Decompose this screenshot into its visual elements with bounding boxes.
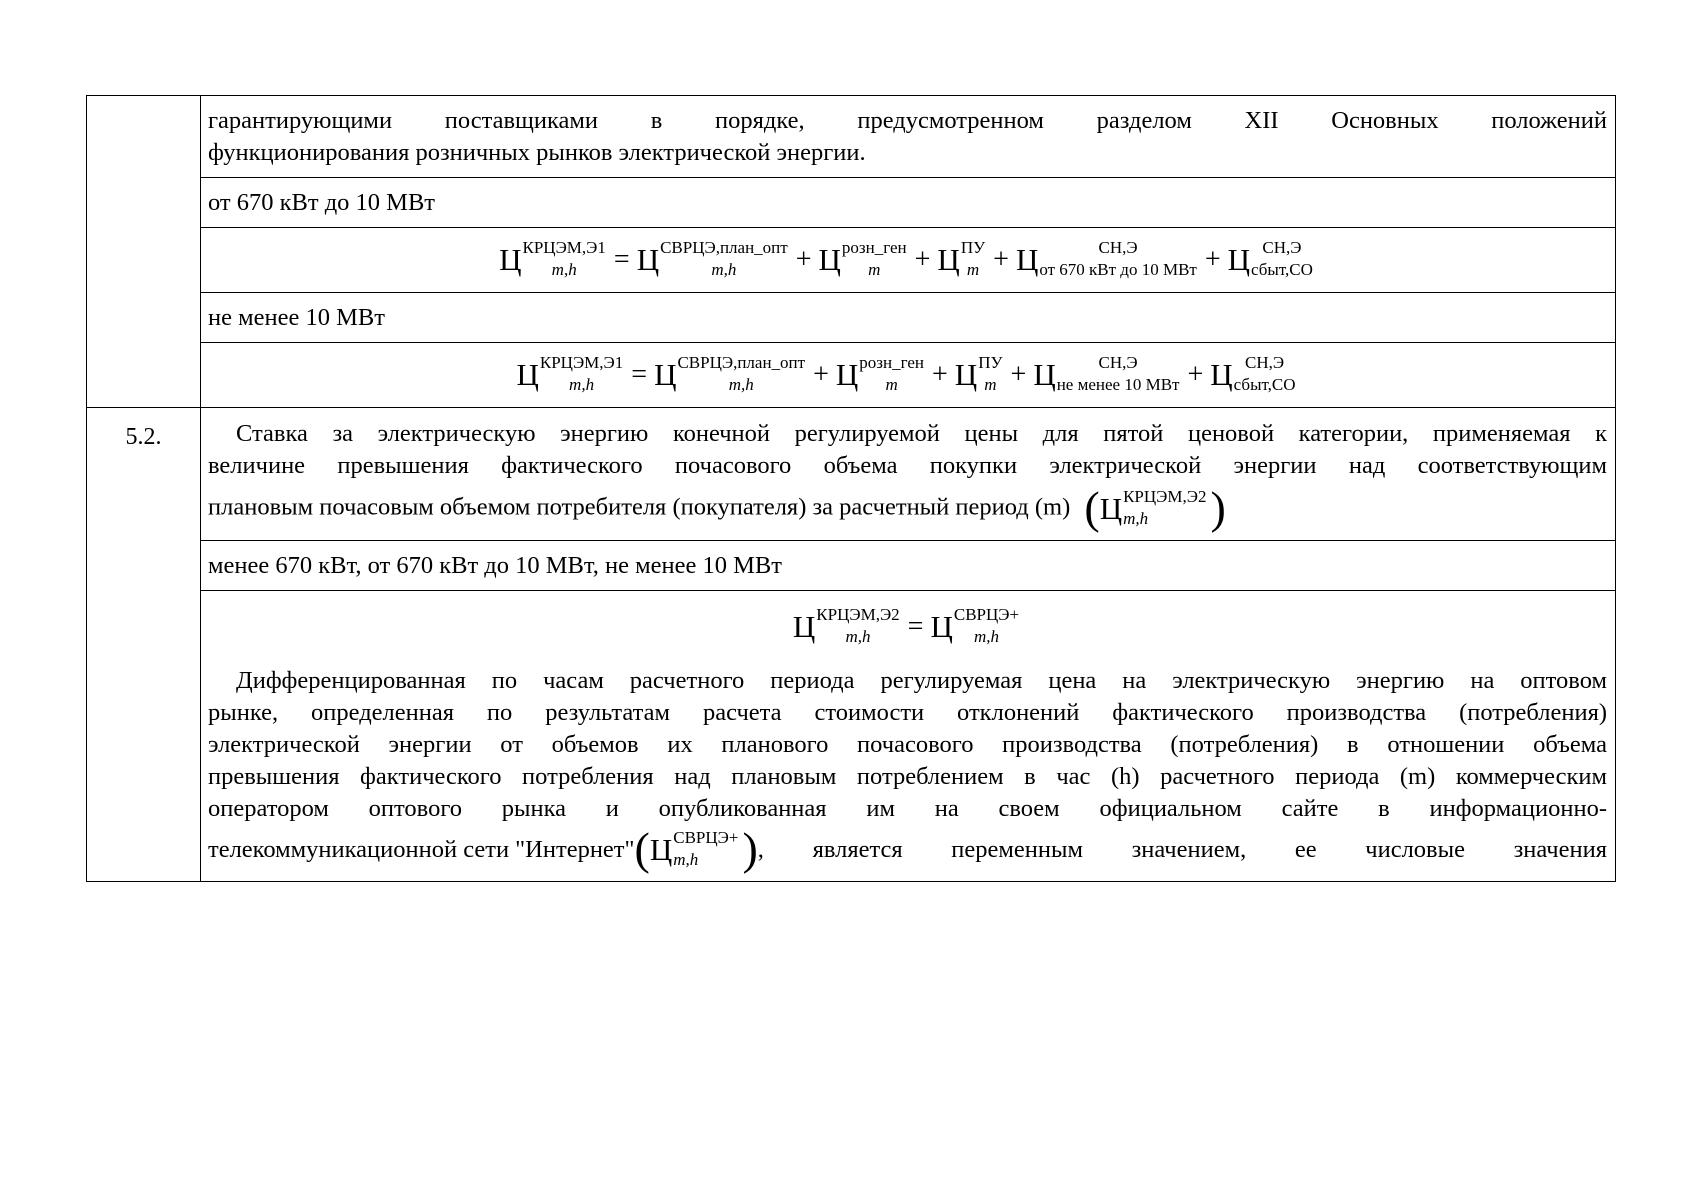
left-paren: (	[634, 823, 650, 874]
tariff-table	[86, 95, 1616, 882]
price-symbol: Ц	[654, 357, 677, 392]
superscript: СН,Э	[1245, 352, 1285, 372]
superscript: розн_ген	[859, 352, 924, 372]
row-number-cell	[87, 96, 201, 408]
plus-sign: +	[1187, 359, 1204, 390]
subscript: m	[885, 374, 898, 394]
row-number-cell	[87, 408, 201, 882]
category-cell	[201, 293, 1616, 343]
table-row	[87, 178, 1616, 228]
price-symbol: Ц	[937, 242, 960, 277]
text-cell	[201, 96, 1616, 178]
table-row	[87, 228, 1616, 293]
superscript: КРЦЭМ,Э2	[816, 604, 900, 624]
superscript: СВРЦЭ,план_опт	[677, 352, 806, 372]
price-symbol: Ц	[516, 357, 539, 392]
text-cell	[201, 408, 1616, 541]
price-symbol: Ц	[818, 242, 841, 277]
price-symbol: Ц	[636, 242, 660, 277]
price-symbol: Ц	[1227, 242, 1251, 277]
formula-text-cell	[201, 591, 1616, 882]
row-number: 5.2.	[125, 424, 162, 450]
superscript: ПУ	[978, 352, 1003, 372]
superscript: СВРЦЭ+	[673, 827, 739, 847]
superscript: КРЦЭМ,Э1	[539, 352, 624, 372]
price-symbol: Ц	[792, 609, 816, 644]
table-row	[87, 408, 1616, 541]
paragraph-line: превышения фактического потребления над плановым потреблением в час (h) расчетного периода (m) коммерческим	[208, 763, 1607, 790]
superscript: КРЦЭМ,Э2	[1123, 486, 1207, 506]
paragraph-line: оператором оптового рынка и опубликованная им на своем официальном сайте в информационно-	[208, 795, 1607, 822]
paragraph-line: электрической энергии от объемов их планового почасового производства (потребления) в отношении объема	[208, 731, 1607, 758]
formula-1	[201, 228, 1615, 292]
superscript: СН,Э	[1098, 237, 1138, 257]
subscript: сбыт,СО	[1233, 374, 1296, 394]
plus-sign: +	[813, 359, 829, 390]
plus-sign: +	[993, 244, 1009, 275]
subscript: m,h	[569, 374, 595, 394]
table-row	[87, 293, 1616, 343]
subscript: сбыт,СО	[1251, 259, 1313, 279]
subscript: не менее 10 МВт	[1056, 374, 1180, 394]
left-paren: (	[1084, 482, 1100, 533]
equals-sign: =	[907, 611, 924, 642]
category-label: не менее 10 МВт	[208, 304, 385, 331]
subscript: m	[966, 259, 980, 279]
subscript: m,h	[845, 626, 871, 646]
formula-3	[201, 591, 1615, 663]
category-cell	[201, 178, 1616, 228]
plus-sign: +	[1204, 244, 1221, 275]
paragraph-line: Ставка за электрическую энергию конечной регулируемой цены для пятой ценовой категории, применяемая к	[236, 420, 1607, 447]
superscript: КРЦЭМ,Э1	[522, 237, 606, 257]
formula-2	[201, 343, 1615, 407]
equals-sign: =	[613, 244, 630, 275]
equals-sign: =	[631, 359, 648, 390]
paragraph-text: плановым почасовым объемом потребителя (покупателя) за расчетный период (m)	[208, 493, 1071, 521]
subscript: m,h	[728, 374, 754, 394]
paragraph-line: рынке, определенная по результатам расчета стоимости отклонений фактического производства (потребления)	[208, 699, 1607, 726]
price-symbol: Ц	[649, 832, 673, 867]
subscript: m,h	[973, 626, 999, 646]
price-symbol: Ц	[1033, 357, 1056, 392]
superscript: СВРЦЭ+	[953, 604, 1020, 624]
price-symbol: Ц	[954, 357, 978, 392]
subscript: m,h	[551, 259, 577, 279]
subscript: m	[868, 259, 881, 279]
subscript: m	[984, 374, 997, 394]
formula-cell	[201, 228, 1616, 293]
price-symbol: Ц	[1015, 242, 1039, 277]
formula-cell	[201, 343, 1616, 408]
plus-sign: +	[932, 359, 948, 390]
plus-sign: +	[1010, 359, 1027, 390]
superscript: СН,Э	[1262, 237, 1302, 257]
subscript: m,h	[1123, 508, 1149, 528]
category-cell	[201, 541, 1616, 591]
category-label: от 670 кВт до 10 МВт	[208, 189, 436, 216]
table-row	[87, 96, 1616, 178]
paragraph-text: телекоммуникационной сети "Интернет"	[208, 836, 635, 863]
right-paren: )	[1210, 482, 1226, 533]
paragraph-line: функционирования розничных рынков электрической энергии.	[208, 139, 866, 166]
superscript: розн_ген	[841, 237, 907, 257]
definition-paragraph	[201, 663, 1615, 881]
superscript: ПУ	[960, 237, 986, 257]
price-symbol: Ц	[1210, 357, 1233, 392]
continuation-paragraph	[201, 96, 1615, 177]
inline-formula	[1084, 482, 1226, 533]
inline-formula	[634, 823, 758, 874]
paragraph-line: величине превышения фактического почасового объема покупки электрической энергии над соответствующим	[208, 452, 1607, 479]
paragraph-line	[208, 823, 1607, 874]
paragraph-line: Дифференцированная по часам расчетного периода регулируемая цена на электрическую энергию на оптовом	[236, 667, 1607, 694]
subscript: m,h	[673, 849, 699, 869]
table-row	[87, 541, 1616, 591]
superscript: СН,Э	[1098, 352, 1138, 372]
subscript: m,h	[711, 259, 737, 279]
plus-sign: +	[795, 244, 812, 275]
paragraph-line	[208, 482, 1607, 533]
description-paragraph	[201, 408, 1615, 540]
category-label: менее 670 кВт, от 670 кВт до 10 МВт, не менее 10 МВт	[208, 552, 782, 579]
price-symbol: Ц	[499, 242, 522, 277]
price-symbol: Ц	[930, 609, 953, 644]
right-paren: )	[742, 823, 758, 874]
subscript: от 670 кВт до 10 МВт	[1039, 259, 1197, 279]
plus-sign: +	[914, 244, 931, 275]
paragraph-line: гарантирующими поставщиками в порядке, предусмотренном разделом XII Основных положений	[208, 107, 1607, 134]
table-row	[87, 591, 1616, 882]
table-row	[87, 343, 1616, 408]
paragraph-text: , является переменным значением, ее числовые значения	[757, 836, 1607, 863]
price-symbol: Ц	[1099, 491, 1123, 526]
price-symbol: Ц	[835, 357, 859, 392]
superscript: СВРЦЭ,план_опт	[660, 237, 788, 257]
